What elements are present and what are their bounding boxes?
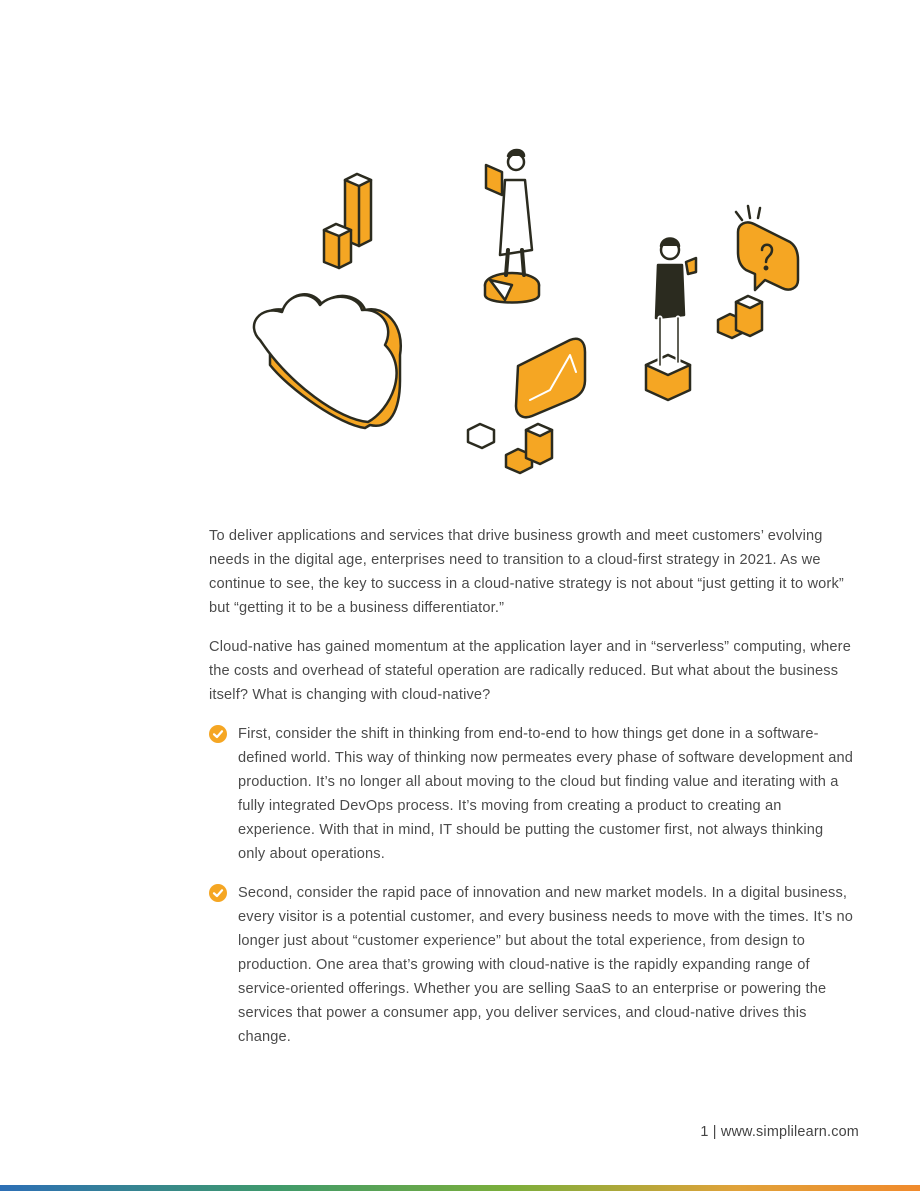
main-content bbox=[209, 524, 854, 1064]
bullet-text: First, consider the shift in thinking from end-to-end to how things get done in a software-defined world. This way of thinking now permeates every phase of software development and production. It’s no longer all about moving to the cloud but finding value and iterating with a fully integrated DevOps process. It’s moving from creating a product to creating an experience. With that in mind, IT should be putting the customer first, not always thinking only about operations. bbox=[238, 726, 854, 862]
gradient-bottom-bar bbox=[0, 1185, 920, 1191]
doctor-figure-icon bbox=[485, 150, 539, 303]
bullet-item bbox=[209, 881, 854, 1049]
bar-blocks-icon bbox=[324, 174, 371, 268]
cloud-icon bbox=[254, 294, 401, 428]
check-circle-icon bbox=[209, 725, 227, 743]
cloud-native-paragraph: Cloud-native has gained momentum at the application layer and in “serverless” computing, where the costs and overhead of stateful operation are radically reduced. But what about the business itself? What is changing with cloud-native? bbox=[209, 639, 851, 703]
question-bubble-icon bbox=[718, 206, 798, 338]
person-figure-icon bbox=[646, 239, 696, 401]
check-circle-icon bbox=[209, 884, 227, 902]
chart-card-icon bbox=[516, 339, 585, 418]
cloud-native-illustration bbox=[250, 140, 810, 480]
cubes-icon bbox=[468, 424, 552, 473]
bullet-text: Second, consider the rapid pace of innovation and new market models. In a digital business, every visitor is a potential customer, and every business needs to move with the times. It’s no longer just about “customer experience” but about the total experience, from design to production. One area that’s growing with cloud-native is the rapidly expanding range of service-oriented offerings. Whether you are selling SaaS to an enterprise or powering the services that power a consumer app, you deliver services, and cloud-native drives this change. bbox=[238, 885, 854, 1045]
bullet-item bbox=[209, 722, 854, 866]
page-footer: 1 | www.simplilearn.com bbox=[700, 1124, 859, 1140]
intro-paragraph: To deliver applications and services that drive business growth and meet customers’ evolving needs in the digital age, enterprises need to transition to a cloud-first strategy in 2021. As we continue to see, the key to success in a cloud-native strategy is not about “just getting it to work” but “getting it to be a business differentiator.” bbox=[209, 528, 844, 616]
